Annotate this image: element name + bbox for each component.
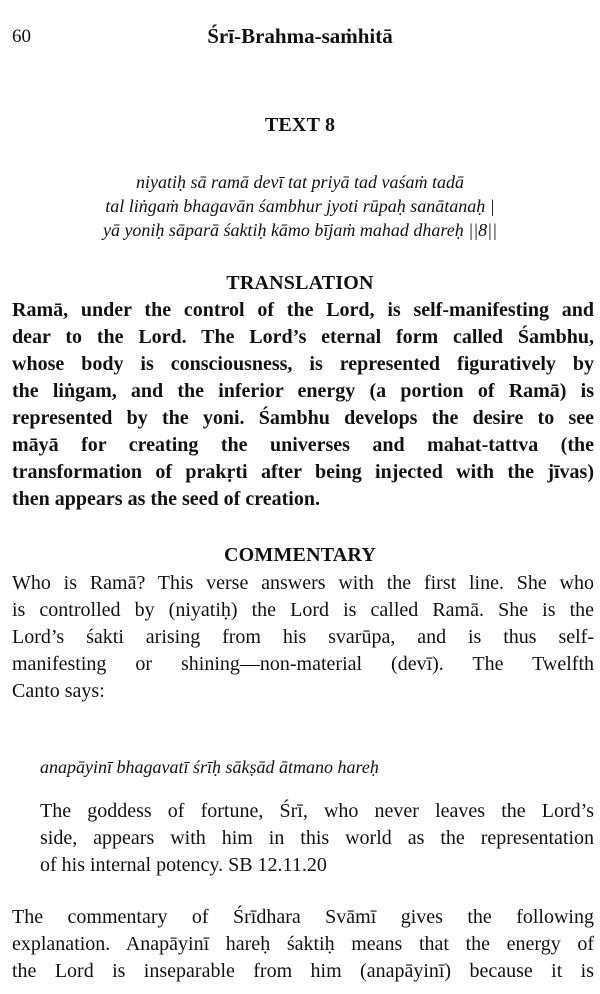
quote-line: The goddess of fortune, Śrī, who never leaves the Lord’s [40,800,594,822]
verse-line: niyatiḥ sā ramā devī tat priyā tad vaśaṁ tadā [136,172,464,192]
sanskrit-verse [0,170,600,242]
commentary-paragraph [12,570,594,705]
verse-line: tal liṅgaṁ bhagavān śambhur jyoti rūpaḥ sanātanaḥ | [105,196,495,216]
verse-line: yā yoniḥ sāparā śaktiḥ kāmo bījaṁ mahad dhareḥ ||8|| [102,220,498,240]
translation-line: dear to the Lord. The Lord’s eternal form called Śambhu, [12,326,594,348]
translation-line: transformation of prakṛti after being injected with the jīvas) [12,461,594,483]
quote-line: of his internal potency. SB 12.11.20 [40,854,327,876]
running-title: Śrī-Brahma-saṁhitā [207,24,393,48]
translation-paragraph [12,297,594,513]
body-line: The commentary of Śrīdhara Svāmī gives the following [12,906,594,928]
page-number: 60 [12,26,31,47]
commentary-heading: COMMENTARY [223,544,377,566]
translation-line: the liṅgam, and the inferior energy (a portion of Ramā) is [12,380,594,402]
commentary-line: Who is Ramā? This verse answers with the first line. She who [12,572,594,594]
commentary-line: Canto says: [12,680,105,702]
text-heading: TEXT 8 [264,114,336,136]
commentary-line: is controlled by (niyatiḥ) the Lord is called Ramā. She is the [12,599,594,621]
body-line: explanation. Anapāyinī hareḥ śaktiḥ means that the energy of [12,933,594,955]
translation-line: then appears as the seed of creation. [12,488,320,510]
translation-line: māyā for creating the universes and mahat-tattva (the [12,434,594,456]
translation-line: represented by the yoni. Śambhu develops the desire to see [12,407,594,429]
quoted-verse: anapāyinī bhagavatī śrīḥ sākṣād ātmano hareḥ [40,757,379,777]
final-paragraph [12,904,594,985]
translation-line: whose body is consciousness, is represented figuratively by [12,353,594,375]
translation-line: Ramā, under the control of the Lord, is self-manifesting and [12,299,594,321]
quote-line: side, appears with him in this world as the representation [40,827,594,849]
body-line: the Lord is inseparable from him (anapāyinī) because it is [12,960,594,982]
commentary-line: Lord’s śakti arising from his svarūpa, and is thus self- [12,626,594,648]
quote-translation [40,798,594,879]
commentary-line: manifesting or shining—non-material (devī). The Twelfth [12,653,594,675]
translation-heading: TRANSLATION [226,272,374,294]
